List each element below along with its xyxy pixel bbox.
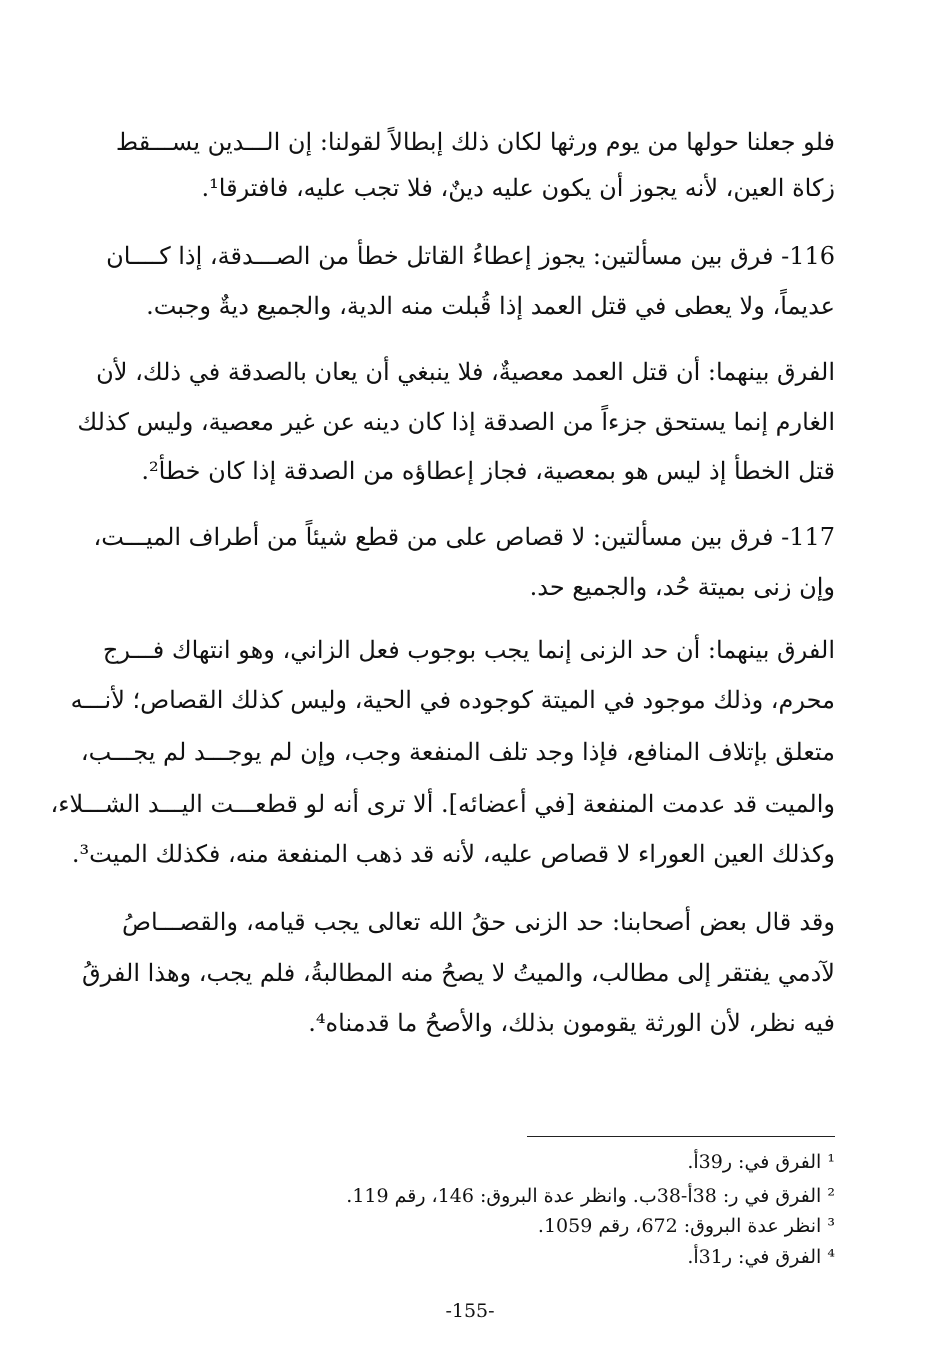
body-line-14: وكذلك العين العوراء لا قصاص عليه، لأنه قد ذهب المنفعة منه، فكذلك الميت³. [71, 840, 835, 868]
body-line-1: فلو جعلنا حولها من يوم ورثها لكان ذلك إبطالاً لقولنا: إن الـــدين يســـقط [115, 128, 835, 156]
body-line-3: 116- فرق بين مسألتين: يجوز إعطاءُ القاتل خطأ من الصـــدقة، إذا كــــان [106, 242, 835, 270]
footnote-3: ³ انظر عدة البروق: 672، رقم 1059. [537, 1215, 835, 1237]
footnote-separator [527, 1136, 835, 1137]
footnote-1: ¹ الفرق في: ر39أ. [687, 1151, 835, 1173]
page-number: -155- [445, 1300, 495, 1322]
body-line-7: قتل الخطأ إذ ليس هو بمعصية، فجاز إعطاؤه من الصدقة إذا كان خطأ². [141, 457, 835, 485]
body-line-2: زكاة العين، لأنه يجوز أن يكون عليه دينٌ، فلا تجب عليه، فافترقا¹. [201, 174, 835, 202]
body-line-12: متعلق بإتلاف المنافع، فإذا وجد تلف المنفعة وجب، وإن لم يوجـــد لم يجـــب، [80, 738, 835, 766]
footnote-2: ² الفرق في ر: 38أ-38ب. وانظر عدة البروق: 146، رقم 119. [346, 1185, 835, 1207]
body-line-16: لآدمي يفتقر إلى مطالب، والميتُ لا يصحُ منه المطالبةُ، فلم يجب، وهذا الفرقُ [82, 959, 835, 987]
body-line-9: وإن زنى بميتة حُد، والجميع حد. [529, 573, 835, 601]
body-line-15: وقد قال بعض أصحابنا: حد الزنى حقُ الله تعالى يجب قيامه، والقصـــاصُ [122, 908, 835, 936]
body-line-11: محرم، وذلك موجود في الميتة كوجوده في الحية، وليس كذلك القصاص؛ لأنـــه [70, 686, 835, 714]
body-line-17: فيه نظر، لأن الورثة يقومون بذلك، والأصحُ ما قدمناه⁴. [308, 1009, 835, 1037]
body-line-4: عديماً، ولا يعطى في قتل العمد إذا قُبلت منه الدية، والجميع ديةٌ وجبت. [146, 292, 835, 320]
body-line-6: الغارم إنما يستحق جزءاً من الصدقة إذا كان دينه عن غير معصية، وليس كذلك [77, 408, 835, 436]
body-line-10: الفرق بينهما: أن حد الزنى إنما يجب بوجوب فعل الزاني، وهو انتهاك فـــرج [102, 636, 835, 664]
footnote-4: ⁴ الفرق في: ر31أ. [687, 1246, 835, 1268]
body-line-5: الفرق بينهما: أن قتل العمد معصيةٌ، فلا ينبغي أن يعان بالصدقة في ذلك، لأن [96, 358, 835, 386]
body-line-8: 117- فرق بين مسألتين: لا قصاص على من قطع شيئاً من أطراف الميـــت، [93, 523, 835, 551]
body-line-13: والميت قد عدمت المنفعة [في أعضائه]. ألا ترى أنه لو قطعـــت اليـــد الشـــلاء، [50, 790, 835, 818]
